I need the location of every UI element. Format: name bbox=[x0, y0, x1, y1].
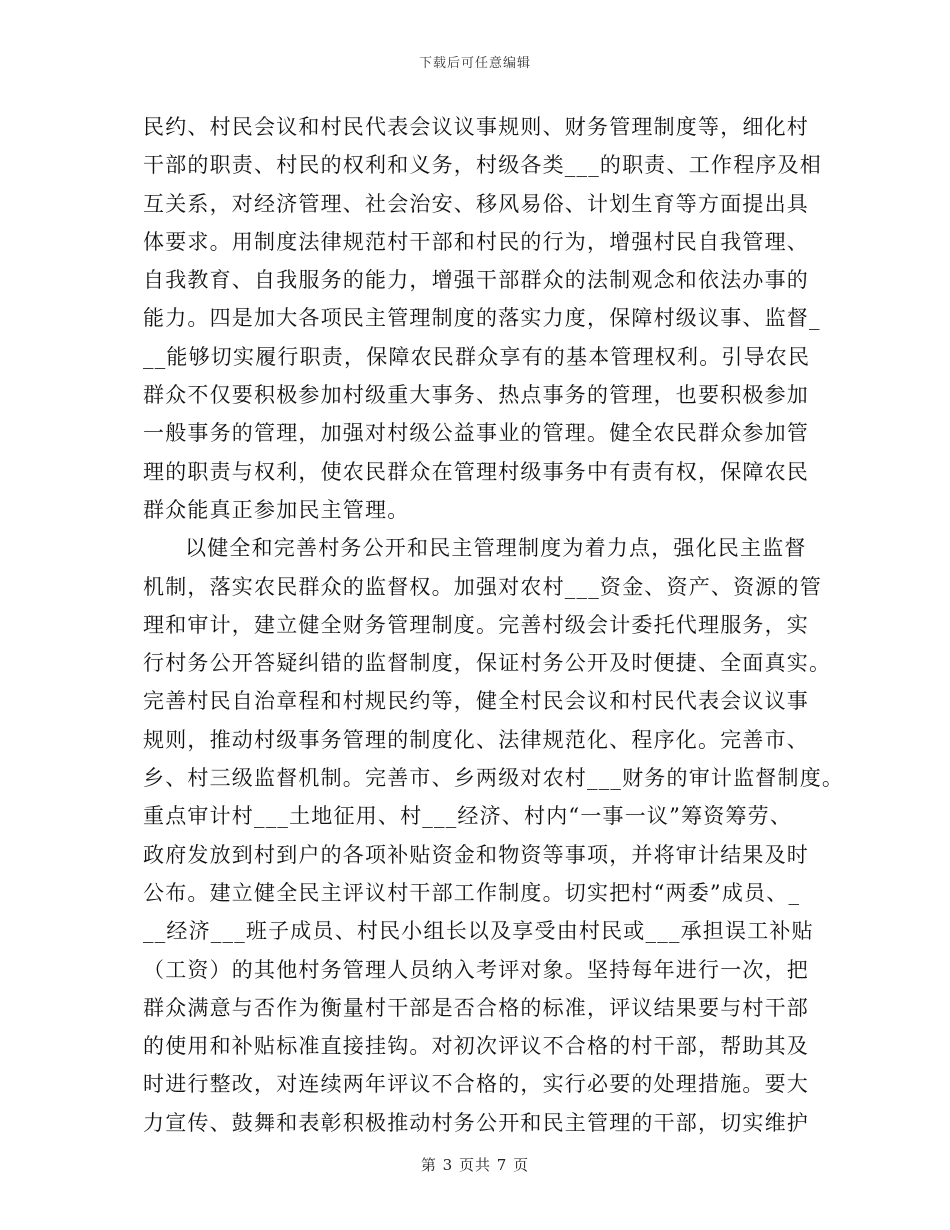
text-line: 干部的职责、村民的权利和义务，村级各类___的职责、工作程序及相 bbox=[143, 153, 822, 178]
paragraph-start-line: 以健全和完善村务公开和民主管理制度为着力点，强化民主监督 bbox=[185, 536, 807, 561]
page-number-footer: 第 3 页共 7 页 bbox=[420, 1156, 530, 1174]
text-line: __能够切实履行职责，保障农民群众享有的基本管理权利。引导农民 bbox=[143, 344, 811, 369]
text-line: 自我教育、自我服务的能力，增强干部群众的法制观念和依法办事的 bbox=[143, 268, 809, 293]
text-line: 一般事务的管理，加强对村级公益事业的管理。健全农民群众参加管 bbox=[143, 421, 809, 446]
text-line: 机制，落实农民群众的监督权。加强对农村___资金、资产、资源的管 bbox=[143, 574, 822, 599]
text-line: 理的职责与权利，使农民群众在管理村级事务中有责有权，保障农民 bbox=[143, 459, 809, 484]
text-line: 理和审计，建立健全财务管理制度。完善村级会计委托代理服务，实 bbox=[143, 612, 809, 637]
text-line: 政府发放到村到户的各项补贴资金和物资等事项，并将审计结果及时 bbox=[143, 842, 809, 867]
text-line: 时进行整改，对连续两年评议不合格的，实行必要的处理措施。要大 bbox=[143, 1072, 809, 1097]
text-line: 体要求。用制度法律规范村干部和村民的行为，增强村民自我管理、 bbox=[143, 229, 809, 254]
text-line: 行村务公开答疑纠错的监督制度，保证村务公开及时便捷、全面真实。 bbox=[143, 651, 832, 676]
text-line: 的使用和补贴标准直接挂钩。对初次评议不合格的村干部，帮助其及 bbox=[143, 1034, 809, 1059]
text-line: __经济___班子成员、村民小组长以及享受由村民或___承担误工补贴 bbox=[143, 919, 814, 944]
text-line: 互关系，对经济管理、社会治安、移风易俗、计划生育等方面提出具 bbox=[143, 191, 809, 216]
text-line: 完善村民自治章程和村规民约等，健全村民会议和村民代表会议议事 bbox=[143, 689, 809, 714]
text-line: 群众能真正参加民主管理。 bbox=[143, 497, 410, 522]
text-line: 规则，推动村级事务管理的制度化、法律规范化、程序化。完善市、 bbox=[143, 727, 809, 752]
document-body bbox=[143, 108, 845, 1142]
text-line: 能力。四是加大各项民主管理制度的落实力度，保障村级议事、监督_ bbox=[143, 306, 821, 331]
text-line: （工资）的其他村务管理人员纳入考评对象。坚持每年进行一次，把 bbox=[143, 957, 809, 982]
text-line: 乡、村三级监督机制。完善市、乡两级对农村___财务的审计监督制度。 bbox=[143, 766, 845, 791]
page-header-note: 下载后可任意编辑 bbox=[418, 56, 531, 71]
text-line: 群众不仅要积极参加村级重大事务、热点事务的管理，也要积极参加 bbox=[143, 383, 809, 408]
text-line: 公布。建立健全民主评议村干部工作制度。切实把村“两委”成员、_ bbox=[143, 880, 801, 905]
text-line: 民约、村民会议和村民代表会议议事规则、财务管理制度等，细化村 bbox=[143, 115, 809, 139]
text-line: 群众满意与否作为衡量村干部是否合格的标准，评议结果要与村干部 bbox=[143, 995, 809, 1020]
text-line: 重点审计村___土地征用、村___经济、村内“一事一议”筹资筹劳、 bbox=[143, 804, 793, 829]
text-line: 力宣传、鼓舞和表彰积极推动村务公开和民主管理的干部，切实维护 bbox=[143, 1110, 809, 1135]
